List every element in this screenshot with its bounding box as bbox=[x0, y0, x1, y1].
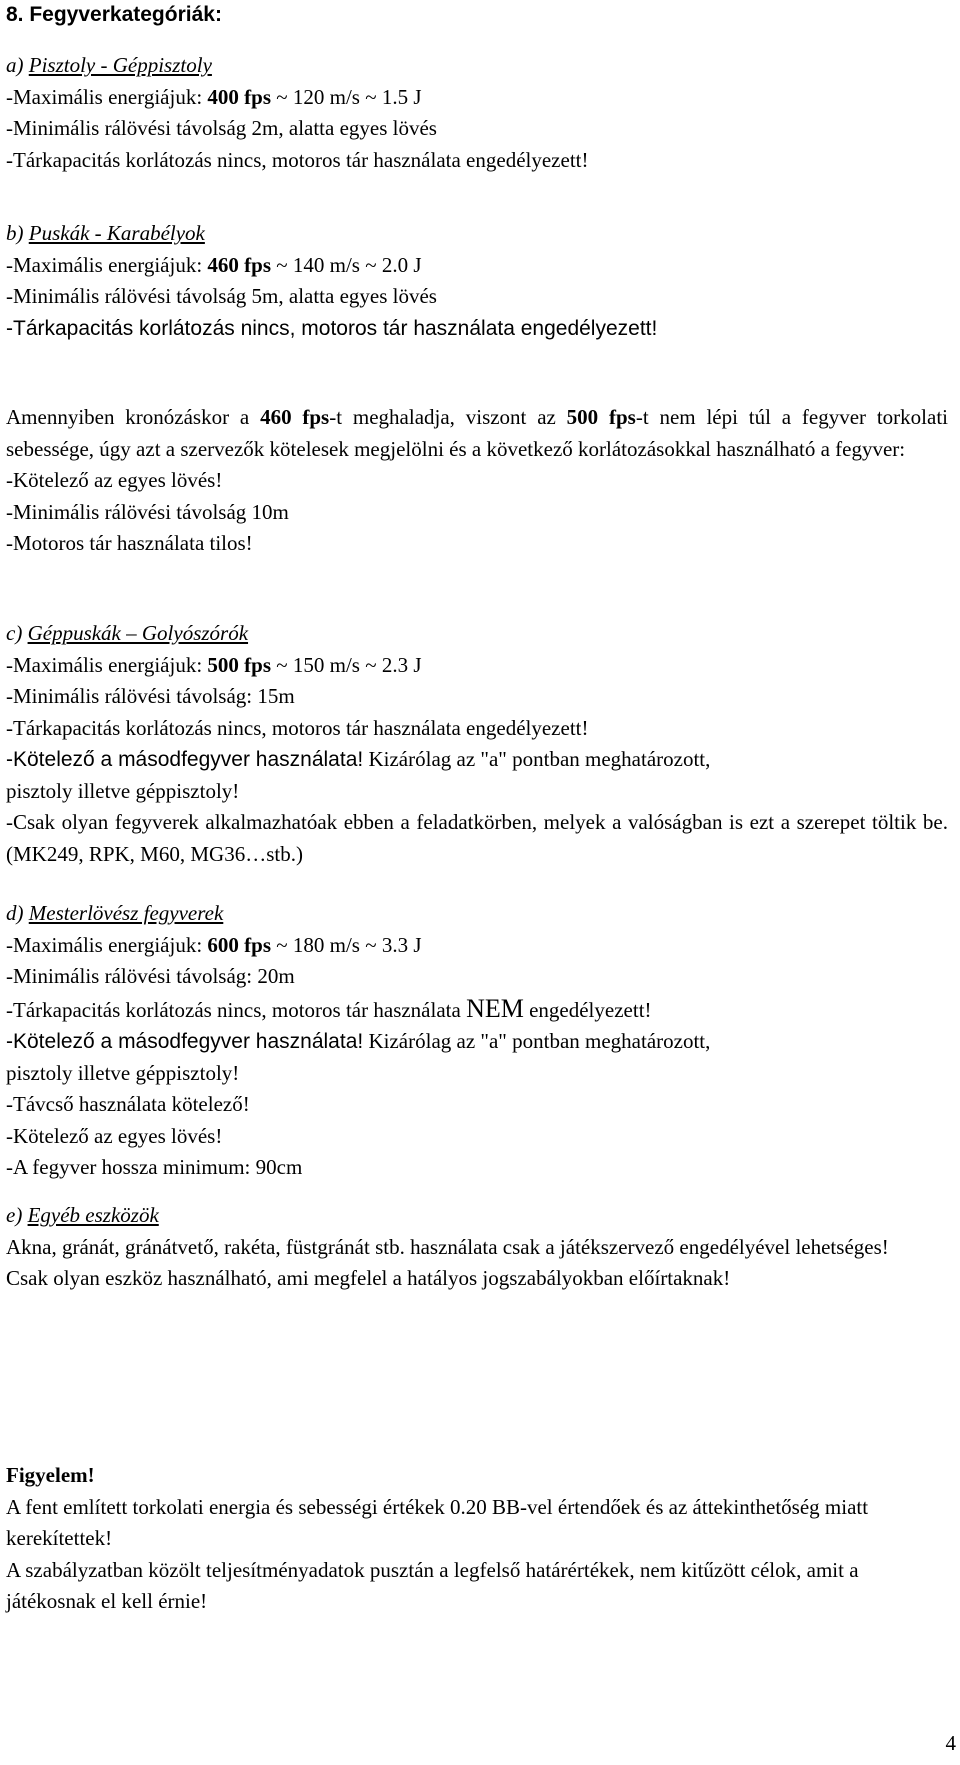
category-b-min-distance: -Minimális rálövési távolság 5m, alatta egyes lövés bbox=[6, 284, 437, 308]
note-rule-min-distance: -Minimális rálövési távolság 10m bbox=[6, 499, 289, 524]
category-c-min-distance: -Minimális rálövési távolság: 15m bbox=[6, 684, 295, 708]
secondary-required: -Kötelező a másodfegyver használata! bbox=[6, 1030, 364, 1053]
category-b-energy bbox=[6, 250, 657, 282]
category-c-prefix: c) bbox=[6, 621, 28, 645]
category-d-energy bbox=[6, 930, 710, 962]
fps-460: 460 fps bbox=[260, 405, 330, 429]
warning-title: Figyelem! bbox=[6, 1463, 95, 1487]
secondary-detail: Kizárólag az "a" pontban meghatározott, bbox=[363, 747, 711, 771]
category-a bbox=[6, 50, 588, 176]
category-c-magazine: -Tárkapacitás korlátozás nincs, motoros tár használata engedélyezett! bbox=[6, 715, 589, 740]
category-e-title bbox=[6, 1200, 911, 1232]
category-e-text: Akna, gránát, gránátvető, rakéta, füstgránát stb. használata csak a játékszervező engedélyével lehetséges! Csak olyan eszköz használható, ami megfelel a hatályos jogszabályokban előírtaknak! bbox=[6, 1234, 889, 1290]
energy-label: -Maximális energiájuk: bbox=[6, 252, 208, 277]
energy-value: ~ 180 m/s ~ 3.3 J bbox=[271, 932, 422, 957]
category-d-single-shot: -Kötelező az egyes lövés! bbox=[6, 1123, 223, 1148]
secondary-detail: Kizárólag az "a" pontban meghatározott, bbox=[363, 1029, 711, 1053]
category-a-magazine: -Tárkapacitás korlátozás nincs, motoros tár használata engedélyezett! bbox=[6, 147, 589, 172]
category-d-prefix: d) bbox=[6, 901, 29, 925]
category-c-role: -Csak olyan fegyverek alkalmazhatóak ebben a feladatkörben, melyek a valóságban is ezt a szerepet töltik be. (MK249, RPK, M60, MG36…stb.) bbox=[6, 810, 948, 866]
magazine-text: -Tárkapacitás korlátozás nincs, motoros tár használata bbox=[6, 997, 467, 1022]
energy-label: -Maximális energiájuk: bbox=[6, 932, 208, 957]
note-rule-motor-mag: -Motoros tár használata tilos! bbox=[6, 531, 253, 555]
energy-value: ~ 140 m/s ~ 2.0 J bbox=[271, 252, 422, 277]
category-a-energy bbox=[6, 82, 588, 114]
magazine-not: NEM bbox=[466, 993, 524, 1023]
category-c-title bbox=[6, 618, 948, 650]
section-heading: 8. Fegyverkategóriák: bbox=[6, 3, 222, 26]
secondary-required: -Kötelező a másodfegyver használata! bbox=[6, 748, 364, 771]
category-b-title-text: Puskák - Karabélyok bbox=[28, 221, 205, 245]
energy-label: -Maximális energiájuk: bbox=[6, 84, 208, 109]
note-text-1: Amennyiben kronózáskor a bbox=[6, 405, 261, 429]
category-b-magazine: -Tárkapacitás korlátozás nincs, motoros tár használata engedélyezett! bbox=[6, 316, 658, 340]
category-d-secondary bbox=[6, 1026, 710, 1058]
fps-value: 400 fps bbox=[207, 84, 272, 109]
category-d-title bbox=[6, 898, 710, 930]
category-c-energy bbox=[6, 650, 948, 682]
category-a-min-distance: -Minimális rálövési távolság 2m, alatta egyes lövés bbox=[6, 116, 437, 140]
note-text-3: -t nem lépi túl a fegyver torkolati sebessége, úgy azt a szervezők kötelesek megjelölni és a következő korlátozásokkal használható a fegyver: bbox=[6, 405, 948, 461]
category-b-prefix: b) bbox=[6, 221, 29, 245]
fps-value: 600 fps bbox=[207, 932, 272, 957]
category-c-secondary bbox=[6, 744, 948, 776]
warning-paragraph-2: A szabályzatban közölt teljesítményadatok pusztán a legfelső határértékek, nem kitűzött célok, amit a játékosnak el kell érnie! bbox=[6, 1557, 859, 1613]
category-d-length: -A fegyver hossza minimum: 90cm bbox=[6, 1155, 303, 1179]
category-b bbox=[6, 218, 657, 344]
category-c bbox=[6, 618, 948, 870]
category-a-title bbox=[6, 50, 588, 82]
warning-paragraph-1: A fent említett torkolati energia és sebességi értékek 0.20 BB-vel értendőek és az áttekinthetőség miatt kerekítettek! bbox=[6, 1494, 869, 1550]
category-d-title-text: Mesterlövész fegyverek bbox=[28, 901, 224, 925]
category-d-magazine bbox=[6, 993, 710, 1027]
energy-value: ~ 120 m/s ~ 1.5 J bbox=[271, 84, 422, 109]
note-text-2: -t meghaladja, viszont az bbox=[329, 405, 567, 429]
fps-value: 460 fps bbox=[207, 252, 272, 277]
category-a-prefix: a) bbox=[6, 53, 29, 77]
category-e-prefix: e) bbox=[6, 1203, 28, 1227]
category-e-title-text: Egyéb eszközök bbox=[27, 1203, 159, 1227]
category-d-pistol: pisztoly illetve géppisztoly! bbox=[6, 1060, 240, 1085]
category-d bbox=[6, 898, 710, 1184]
category-b-title bbox=[6, 218, 657, 250]
chrono-note bbox=[6, 402, 948, 560]
warning-block bbox=[6, 1460, 886, 1618]
energy-label: -Maximális energiájuk: bbox=[6, 652, 208, 677]
page-number: 4 bbox=[945, 1731, 956, 1755]
category-c-pistol: pisztoly illetve géppisztoly! bbox=[6, 778, 240, 803]
category-d-min-distance: -Minimális rálövési távolság: 20m bbox=[6, 964, 295, 988]
category-a-title-text: Pisztoly - Géppisztoly bbox=[28, 53, 212, 77]
category-e bbox=[6, 1200, 911, 1295]
energy-value: ~ 150 m/s ~ 2.3 J bbox=[271, 652, 422, 677]
fps-500: 500 fps bbox=[566, 405, 636, 429]
category-c-title-text: Géppuskák – Golyószórók bbox=[27, 621, 249, 645]
magazine-allowed: engedélyezett! bbox=[523, 997, 652, 1022]
chrono-note-paragraph bbox=[6, 402, 948, 465]
category-d-scope: -Távcső használata kötelező! bbox=[6, 1092, 250, 1116]
note-rule-single-shot: -Kötelező az egyes lövés! bbox=[6, 468, 223, 492]
fps-value: 500 fps bbox=[207, 652, 272, 677]
